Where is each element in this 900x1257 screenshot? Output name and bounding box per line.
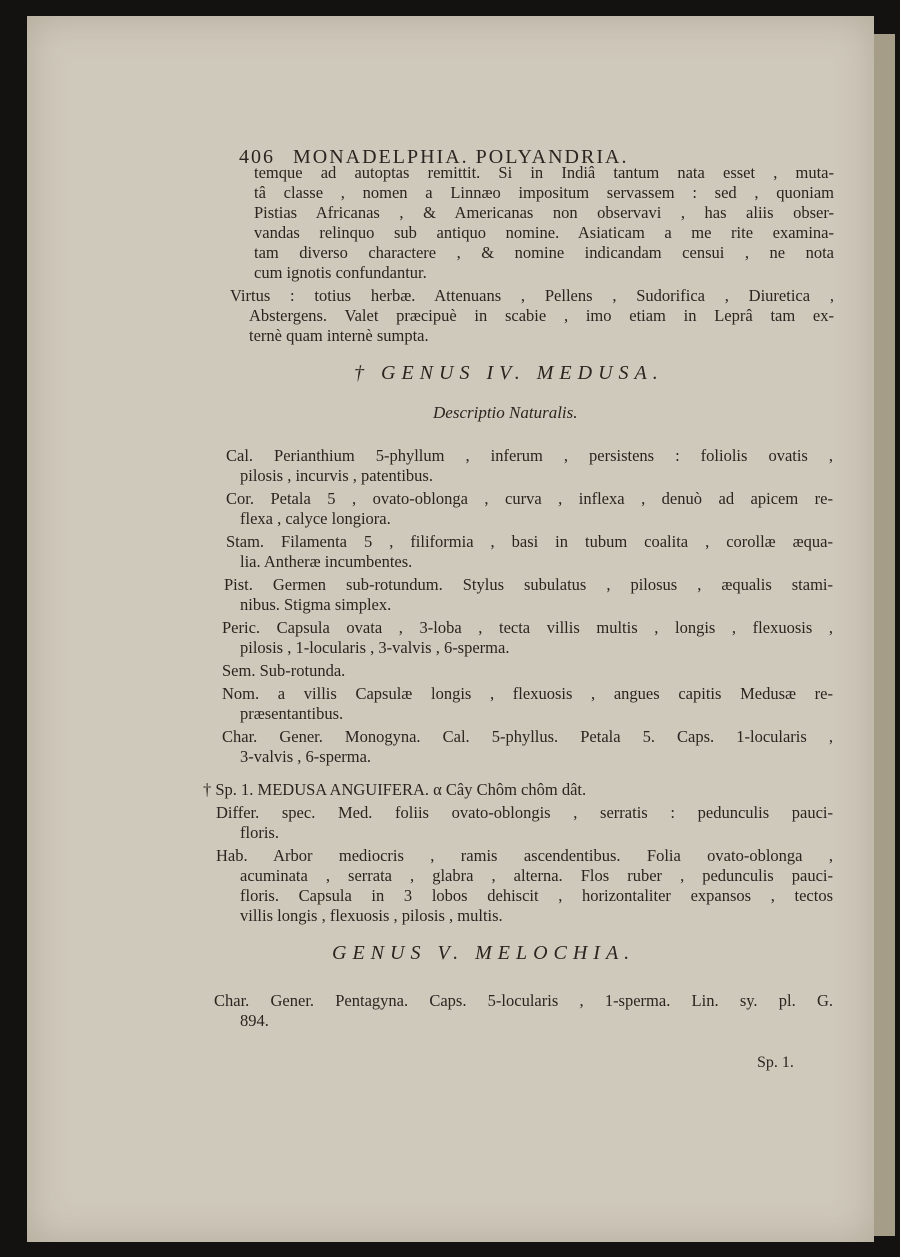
page-text	[27, 16, 874, 1242]
text-line: nibus. Stigma simplex.	[240, 595, 392, 614]
text-line: Sem. Sub-rotunda.	[222, 661, 346, 680]
text-line: Char. Gener. Pentagyna. Caps. 5-locularis , 1-sperma. Lin. sy. pl. G.	[214, 991, 833, 1010]
genus-v-heading: GENUS V. MELOCHIA.	[332, 942, 636, 964]
text-line: tâ classe , nomen a Linnæo impositum servassem : sed , quoniam	[254, 183, 834, 202]
text-line: Nom. a villis Capsulæ longis , flexuosis , angues capitis Medusæ re-	[222, 684, 833, 703]
text-line: Cal. Perianthium 5-phyllum , inferum , persistens : foliolis ovatis ,	[226, 446, 833, 465]
text-line: flexa , calyce longiora.	[240, 509, 391, 528]
text-line: lia. Antheræ incumbentes.	[240, 552, 413, 571]
text-line: tam diverso charactere , & nomine indicandam censui , ne nota	[254, 243, 834, 262]
page-edge	[873, 34, 895, 1236]
running-title: MONADELPHIA. POLYANDRIA.	[293, 146, 629, 168]
text-line: Peric. Capsula ovata , 3-loba , tecta villis multis , longis , flexuosis ,	[222, 618, 833, 637]
text-line: Abstergens. Valet præcipuè in scabie , imo etiam in Leprâ tam ex-	[249, 306, 834, 325]
text-line: Virtus : totius herbæ. Attenuans , Pellens , Sudorifica , Diuretica ,	[230, 286, 834, 305]
text-line: pilosis , incurvis , patentibus.	[240, 466, 433, 485]
text-line: acuminata , serrata , glabra , alterna. Flos ruber , pedunculis pauci-	[240, 866, 833, 885]
text-line: 3-valvis , 6-sperma.	[240, 747, 372, 766]
text-line: Stam. Filamenta 5 , filiformia , basi in tubum coalita , corollæ æqua-	[226, 532, 833, 551]
catchword: Sp. 1.	[757, 1054, 794, 1071]
text-line: floris.	[240, 823, 279, 842]
text-line: præsentantibus.	[240, 704, 344, 723]
text-line: temque ad autoptas remittit. Si in Indiâ tantum nata esset , muta-	[254, 163, 834, 182]
book-page	[27, 16, 874, 1242]
text-line: Pistias Africanas , & Americanas non observavi , has aliis obser-	[254, 203, 834, 222]
text-line: Differ. spec. Med. foliis ovato-oblongis , serratis : pedunculis pauci-	[216, 803, 833, 822]
text-line: cum ignotis confundantur.	[254, 263, 427, 282]
descriptio-heading: Descriptio Naturalis.	[433, 403, 578, 422]
text-line: Hab. Arbor mediocris , ramis ascendentibus. Folia ovato-oblonga ,	[216, 846, 833, 865]
text-line: Cor. Petala 5 , ovato-oblonga , curva , inflexa , denuò ad apicem re-	[226, 489, 833, 508]
text-line: Pist. Germen sub-rotundum. Stylus subulatus , pilosus , æqualis stami-	[224, 575, 833, 594]
text-line: floris. Capsula in 3 lobos dehiscit , horizontaliter expansos , tectos	[240, 886, 833, 905]
text-line: † Sp. 1. MEDUSA ANGUIFERA. α Cây Chôm chôm dât.	[203, 780, 587, 799]
text-line: pilosis , 1-locularis , 3-valvis , 6-sperma.	[240, 638, 510, 657]
text-line: villis longis , flexuosis , pilosis , multis.	[240, 906, 503, 925]
genus-iv-heading: † GENUS IV. MEDUSA.	[354, 362, 664, 384]
text-line: 894.	[240, 1011, 269, 1030]
text-line: ternè quam internè sumpta.	[249, 326, 429, 345]
page-number: 406	[239, 146, 275, 168]
text-line: vandas relinquo sub antiquo nomine. Asiaticam a me rite examina-	[254, 223, 834, 242]
text-line: Char. Gener. Monogyna. Cal. 5-phyllus. Petala 5. Caps. 1-locularis ,	[222, 727, 833, 746]
